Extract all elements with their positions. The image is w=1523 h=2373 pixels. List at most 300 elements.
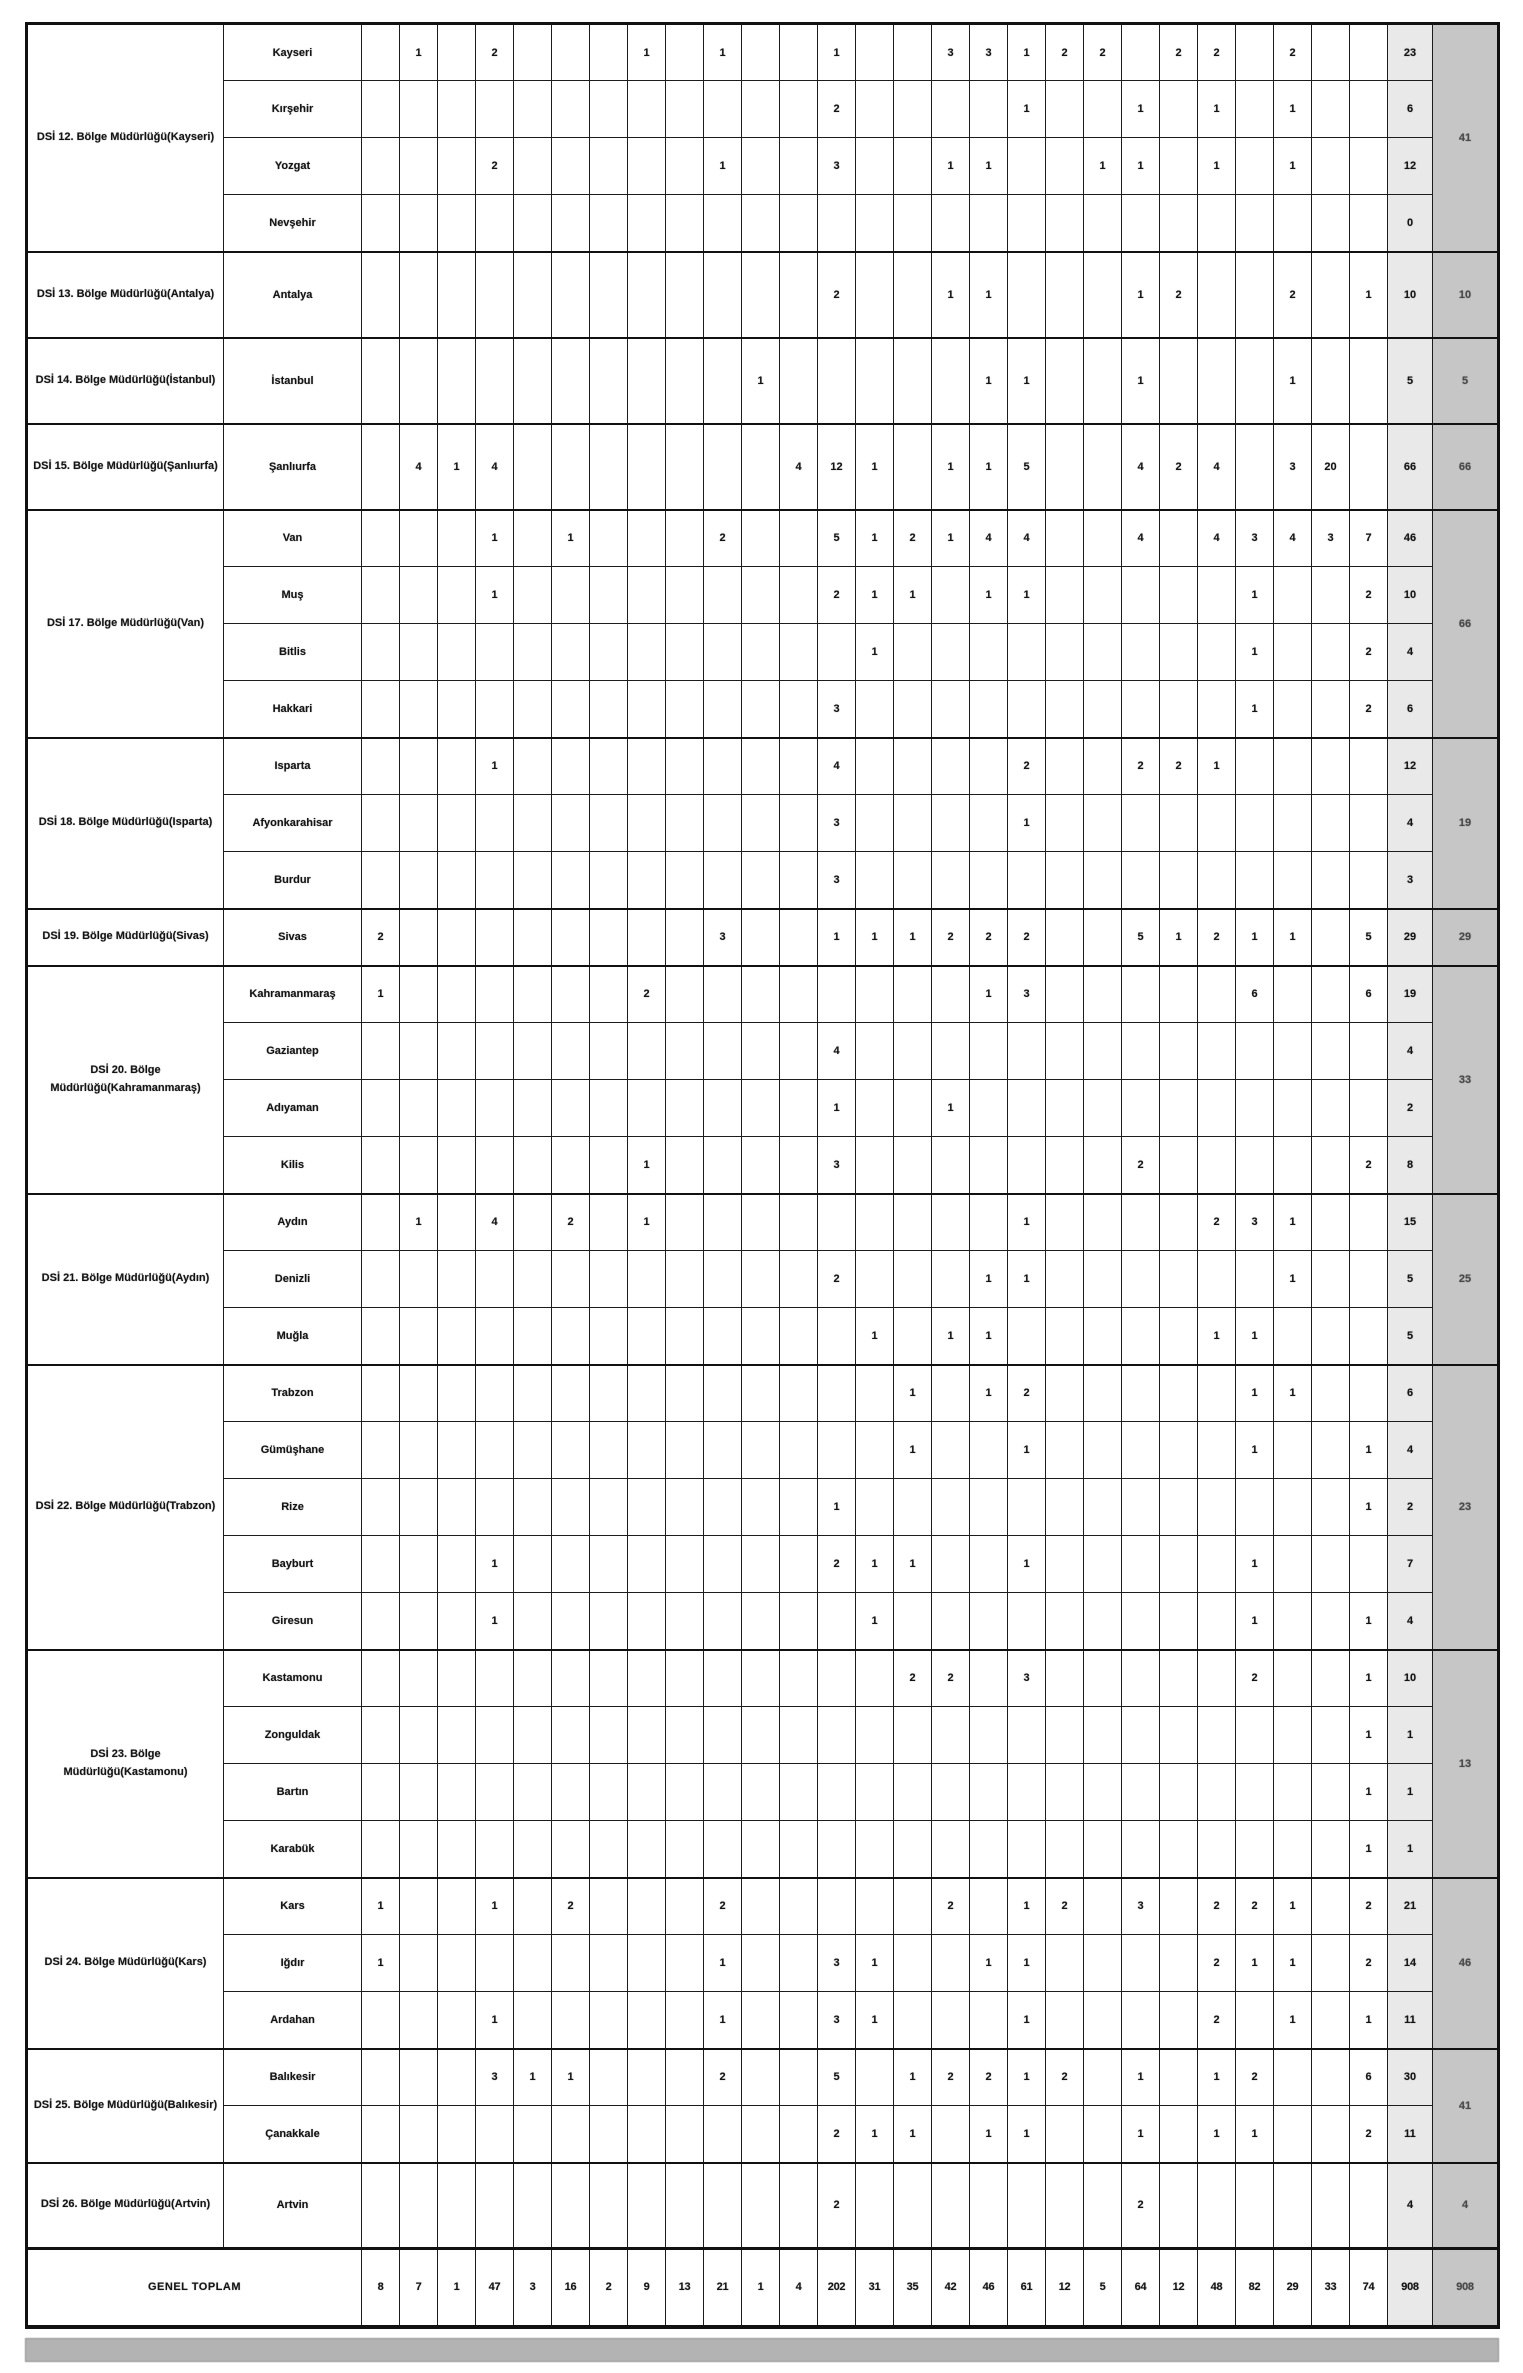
value-cell [1160,1992,1198,2049]
value-cell [742,1764,780,1821]
value-cell [552,424,590,510]
value-cell [362,1422,400,1479]
value-cell [438,909,476,966]
row-total-cell: 2 [1388,1080,1433,1137]
value-cell [970,1137,1008,1194]
row-total-cell: 7 [1388,1536,1433,1593]
value-cell [1160,1308,1198,1365]
value-cell [1160,1878,1198,1935]
value-cell [1046,1707,1084,1764]
value-cell: 1 [476,510,514,567]
value-cell [1084,1194,1122,1251]
province-cell: Burdur [224,852,362,909]
value-cell [704,852,742,909]
value-cell [628,2163,666,2249]
value-cell [1198,795,1236,852]
value-cell [1350,795,1388,852]
value-cell: 1 [970,338,1008,424]
table-row [27,1878,1499,1935]
value-cell: 4 [1008,510,1046,567]
value-cell [628,1764,666,1821]
value-cell [552,1593,590,1650]
value-cell [666,624,704,681]
value-cell [438,1707,476,1764]
value-cell [1236,195,1274,252]
value-cell [362,852,400,909]
value-cell [970,1650,1008,1707]
value-cell: 1 [704,1992,742,2049]
group-total-cell: 13 [1433,1650,1499,1878]
value-cell [1350,738,1388,795]
value-cell [400,2049,438,2106]
value-cell [1008,2163,1046,2249]
value-cell [1046,1080,1084,1137]
value-cell [742,138,780,195]
value-cell: 1 [970,138,1008,195]
value-cell [1198,2163,1236,2249]
value-cell [438,1650,476,1707]
group-total-cell: 4 [1433,2163,1499,2249]
value-cell [514,1536,552,1593]
value-cell [856,1878,894,1935]
value-cell: 4 [780,424,818,510]
value-cell: 3 [1236,1194,1274,1251]
value-cell [970,1422,1008,1479]
value-cell [666,1878,704,1935]
row-total-cell: 15 [1388,1194,1433,1251]
value-cell: 3 [704,909,742,966]
row-total-cell: 5 [1388,338,1433,424]
value-cell [362,624,400,681]
value-cell [400,909,438,966]
value-cell [932,1422,970,1479]
value-cell [476,681,514,738]
value-cell: 1 [704,1935,742,1992]
value-cell [894,424,932,510]
value-cell [438,795,476,852]
value-cell [932,81,970,138]
value-cell [514,1650,552,1707]
province-cell: Kahramanmaraş [224,966,362,1023]
value-cell [1008,138,1046,195]
value-cell: 1 [1274,909,1312,966]
value-cell: 2 [1350,681,1388,738]
value-cell: 1 [1236,1365,1274,1422]
grand-total-value-cell: 3 [514,2249,552,2327]
value-cell [590,2049,628,2106]
value-cell [704,1251,742,1308]
value-cell [362,1479,400,1536]
value-cell [780,1992,818,2049]
value-cell [894,24,932,81]
value-cell [1274,567,1312,624]
value-cell [1046,1194,1084,1251]
value-cell [1236,738,1274,795]
value-cell: 1 [970,252,1008,338]
value-cell: 1 [438,424,476,510]
value-cell [1046,252,1084,338]
value-cell [704,1707,742,1764]
value-cell [1198,252,1236,338]
value-cell [552,1308,590,1365]
table-row [27,2163,1499,2249]
value-cell [666,1365,704,1422]
value-cell: 2 [1350,624,1388,681]
value-cell [362,1365,400,1422]
value-cell [628,1023,666,1080]
value-cell [590,1308,628,1365]
value-cell [932,1194,970,1251]
value-cell [1084,195,1122,252]
value-cell [1312,1023,1350,1080]
value-cell [1046,1308,1084,1365]
value-cell [1046,1479,1084,1536]
value-cell [1160,1137,1198,1194]
value-cell [894,338,932,424]
value-cell [400,1536,438,1593]
value-cell [552,81,590,138]
value-cell: 1 [1008,2049,1046,2106]
value-cell: 1 [1198,2049,1236,2106]
value-cell [856,1764,894,1821]
value-cell: 2 [1198,1935,1236,1992]
value-cell [1236,338,1274,424]
value-cell: 1 [894,1536,932,1593]
value-cell [438,2163,476,2249]
value-cell [400,252,438,338]
value-cell [1084,2106,1122,2163]
value-cell [1312,1080,1350,1137]
value-cell [1084,81,1122,138]
value-cell: 2 [362,909,400,966]
value-cell: 1 [970,1308,1008,1365]
value-cell: 1 [856,1308,894,1365]
value-cell [362,738,400,795]
value-cell [514,1137,552,1194]
province-cell: Karabük [224,1821,362,1878]
value-cell [552,2106,590,2163]
value-cell [780,966,818,1023]
value-cell [932,1764,970,1821]
value-cell: 4 [1122,510,1160,567]
value-cell [590,1764,628,1821]
value-cell [476,966,514,1023]
value-cell [1350,338,1388,424]
value-cell [628,81,666,138]
value-cell [590,1878,628,1935]
value-cell [932,1479,970,1536]
value-cell [1122,24,1160,81]
value-cell [1274,624,1312,681]
value-cell [438,1764,476,1821]
value-cell: 20 [1312,424,1350,510]
table-row [27,1308,1499,1365]
value-cell [742,681,780,738]
value-cell [438,966,476,1023]
value-cell [666,909,704,966]
value-cell [552,338,590,424]
value-cell [1084,1992,1122,2049]
value-cell [894,681,932,738]
value-cell [1046,681,1084,738]
value-cell [742,2106,780,2163]
value-cell [932,624,970,681]
value-cell [704,1422,742,1479]
value-cell [476,1308,514,1365]
value-cell [704,1194,742,1251]
value-cell [438,1194,476,1251]
grand-total-value-cell: 5 [1084,2249,1122,2327]
value-cell [1274,195,1312,252]
value-cell [1160,1422,1198,1479]
value-cell [438,1023,476,1080]
value-cell [1274,1422,1312,1479]
province-cell: Yozgat [224,138,362,195]
value-cell: 2 [552,1878,590,1935]
value-cell [362,1137,400,1194]
value-cell [590,852,628,909]
table-row [27,1992,1499,2049]
value-cell [742,1650,780,1707]
value-cell: 1 [1236,909,1274,966]
value-cell: 3 [818,1992,856,2049]
value-cell [476,1935,514,1992]
value-cell: 1 [856,1593,894,1650]
value-cell [438,1878,476,1935]
value-cell [1312,852,1350,909]
table-row [27,1365,1499,1422]
value-cell: 2 [1198,1194,1236,1251]
value-cell [1312,966,1350,1023]
value-cell [970,795,1008,852]
value-cell [438,1251,476,1308]
value-cell [552,2163,590,2249]
value-cell [400,1707,438,1764]
value-cell [400,1878,438,1935]
value-cell: 2 [1008,1365,1046,1422]
value-cell [1312,1365,1350,1422]
value-cell [1046,1422,1084,1479]
value-cell [780,909,818,966]
value-cell [1122,567,1160,624]
province-cell: Afyonkarahisar [224,795,362,852]
value-cell [1236,795,1274,852]
value-cell [780,1080,818,1137]
value-cell [742,1878,780,1935]
value-cell [780,1821,818,1878]
value-cell [628,1536,666,1593]
value-cell: 1 [932,424,970,510]
value-cell [1236,424,1274,510]
value-cell [1084,424,1122,510]
value-cell [780,1650,818,1707]
value-cell [666,1137,704,1194]
value-cell [1312,1650,1350,1707]
value-cell [970,1194,1008,1251]
value-cell: 1 [1236,567,1274,624]
value-cell [362,2106,400,2163]
value-cell [704,252,742,338]
value-cell: 5 [818,510,856,567]
value-cell [742,2049,780,2106]
value-cell [932,852,970,909]
value-cell: 1 [818,1479,856,1536]
value-cell [1350,81,1388,138]
group-total-cell: 25 [1433,1194,1499,1365]
row-total-cell: 4 [1388,795,1433,852]
row-total-cell: 12 [1388,138,1433,195]
value-cell [1312,2163,1350,2249]
province-cell: Kayseri [224,24,362,81]
value-cell: 1 [1008,1992,1046,2049]
province-cell: Giresun [224,1593,362,1650]
value-cell [742,1080,780,1137]
value-cell [1122,1992,1160,2049]
value-cell [514,138,552,195]
value-cell [362,2163,400,2249]
value-cell [628,852,666,909]
value-cell [590,1650,628,1707]
value-cell [932,1365,970,1422]
table-row [27,852,1499,909]
value-cell [704,1821,742,1878]
value-cell: 1 [1274,1194,1312,1251]
value-cell [1312,2106,1350,2163]
value-cell: 2 [1008,738,1046,795]
value-cell [362,1308,400,1365]
value-cell [514,1365,552,1422]
value-cell [552,1707,590,1764]
value-cell [362,681,400,738]
value-cell [742,1365,780,1422]
value-cell [438,738,476,795]
value-cell: 1 [932,1308,970,1365]
value-cell [1122,1479,1160,1536]
grand-total-value-cell: 74 [1350,2249,1388,2327]
value-cell [1236,24,1274,81]
value-cell [590,138,628,195]
value-cell [552,1650,590,1707]
value-cell: 1 [1350,252,1388,338]
value-cell [742,1422,780,1479]
value-cell [362,138,400,195]
value-cell [856,2049,894,2106]
row-total-cell: 6 [1388,81,1433,138]
grand-total-value-cell: 1 [742,2249,780,2327]
value-cell [628,510,666,567]
value-cell: 1 [1350,1593,1388,1650]
value-cell [438,1137,476,1194]
value-cell [780,24,818,81]
value-cell [438,252,476,338]
value-cell [704,2106,742,2163]
value-cell [1046,1992,1084,2049]
value-cell [362,424,400,510]
value-cell: 2 [932,909,970,966]
value-cell: 3 [818,681,856,738]
value-cell [1198,1764,1236,1821]
region-cell: DSİ 12. Bölge Müdürlüğü(Kayseri) [27,24,224,252]
row-total-cell: 11 [1388,2106,1433,2163]
value-cell [704,966,742,1023]
province-cell: Antalya [224,252,362,338]
value-cell [1312,252,1350,338]
value-cell [1084,681,1122,738]
value-cell [400,1023,438,1080]
value-cell [780,1764,818,1821]
value-cell [1122,1536,1160,1593]
report-table-body [27,24,1499,2327]
value-cell [818,624,856,681]
value-cell [780,195,818,252]
value-cell [362,510,400,567]
value-cell [1236,1764,1274,1821]
value-cell [438,1935,476,1992]
value-cell [1350,852,1388,909]
value-cell: 1 [932,1080,970,1137]
value-cell [856,1650,894,1707]
value-cell [514,510,552,567]
value-cell: 1 [818,1080,856,1137]
grand-total-value-cell: 61 [1008,2249,1046,2327]
value-cell: 1 [1236,1593,1274,1650]
value-cell [666,338,704,424]
value-cell [1236,252,1274,338]
value-cell [1008,1479,1046,1536]
value-cell: 1 [362,966,400,1023]
value-cell [590,795,628,852]
value-cell [742,195,780,252]
row-total-cell: 5 [1388,1308,1433,1365]
value-cell [780,1707,818,1764]
value-cell [438,1479,476,1536]
row-total-cell: 4 [1388,1593,1433,1650]
value-cell [704,81,742,138]
value-cell [1198,567,1236,624]
value-cell [514,2163,552,2249]
value-cell [1084,1707,1122,1764]
value-cell: 1 [1008,1878,1046,1935]
value-cell [780,795,818,852]
value-cell [666,1479,704,1536]
value-cell [514,1023,552,1080]
value-cell [628,624,666,681]
value-cell: 3 [1312,510,1350,567]
value-cell [1312,338,1350,424]
province-cell: Muş [224,567,362,624]
value-cell [666,738,704,795]
value-cell [704,1650,742,1707]
value-cell [628,1650,666,1707]
value-cell [932,1707,970,1764]
value-cell: 1 [1350,1821,1388,1878]
value-cell [1122,1080,1160,1137]
value-cell [1350,1308,1388,1365]
value-cell: 1 [1160,909,1198,966]
value-cell [1046,567,1084,624]
value-cell [1160,510,1198,567]
value-cell [1160,1023,1198,1080]
value-cell [1312,567,1350,624]
value-cell [476,852,514,909]
value-cell [894,1992,932,2049]
value-cell [514,1251,552,1308]
value-cell: 1 [1122,81,1160,138]
value-cell: 1 [1198,138,1236,195]
value-cell: 3 [932,24,970,81]
value-cell [1122,1194,1160,1251]
value-cell [1274,681,1312,738]
